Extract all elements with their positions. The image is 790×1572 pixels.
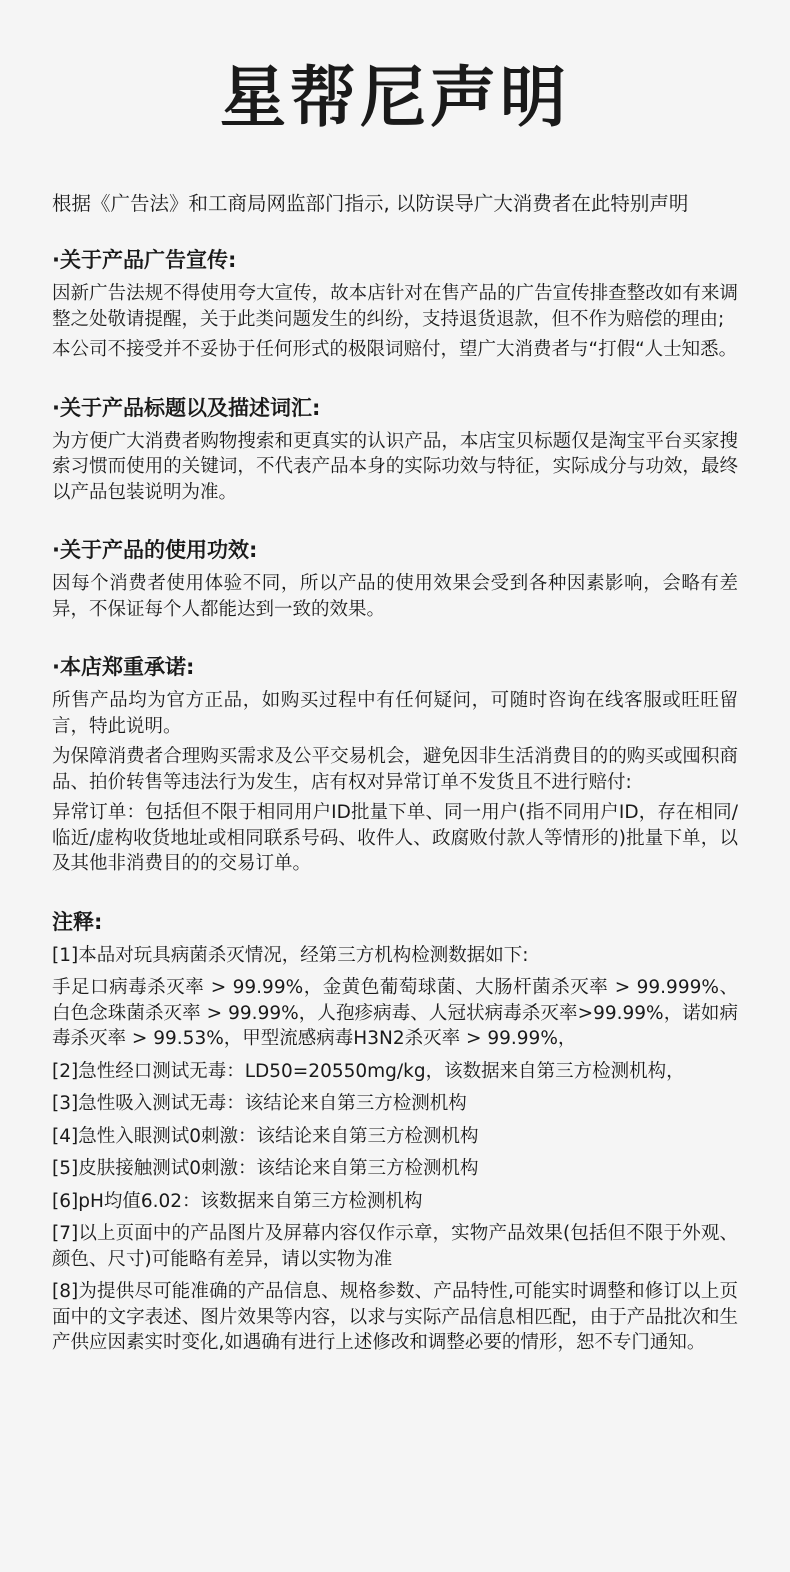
intro-statement: 根据《广告法》和工商局网监部门指示, 以防误导广大消费者在此特别声明 [52,192,689,215]
note-item: 手足口病毒杀灭率 > 99.99%，金黄色葡萄球菌、大肠杆菌杀灭率 > 99.999%、白色念珠菌杀灭率 > 99.99%，人孢疹病毒、人冠状病毒杀灭率>99.99%，诺如病毒杀灭率 > 99.53%，甲型流感病毒H3N2杀灭率 > 99.99%， [52,977,738,1049]
note-item: [2]急性经口测试无毒：LD50=20550mg/kg，该数据来自第三方检测机构， [52,1060,685,1082]
section-paragraph: 所售产品均为官方正品，如购买过程中有任何疑问，可随时咨询在线客服或旺旺留言，特此说明。 [52,690,738,737]
section-commitment [52,652,738,877]
section-paragraph: 为保障消费者合理购买需求及公平交易机会，避免因非生活消费目的的购买或囤积商品、拍价转售等违法行为发生，店有权对异常订单不发货且不进行赔付: [52,746,738,793]
section-notes [52,907,738,1356]
note-item: [7]以上页面中的产品图片及屏幕内容仅作示章，实物产品效果(包括但不限于外观、颜色、尺寸)可能略有差异，请以实物为准 [52,1223,738,1270]
note-item: [5]皮肤接触测试0刺激：该结论来自第三方检测机构 [52,1158,479,1179]
notes-heading: 注释: [52,909,103,934]
section-heading: ·关于产品标题以及描述词汇: [52,395,321,420]
section-heading: ·关于产品广告宣传: [52,248,237,272]
note-item: [1]本品对玩具病菌杀灭情况，经第三方机构检测数据如下: [52,944,529,966]
section-paragraph: 本公司不接受并不妥协于任何形式的极限词赔付，望广大消费者与“打假“人士知悉。 [52,339,738,360]
page-title: 星帮尼声明 [220,59,570,136]
section-paragraph: 为方便广大消费者购物搜索和更真实的认识产品，本店宝贝标题仅是淘宝平台买家搜索习惯而使用的关键词，不代表产品本身的实际功效与特征，实际成分与功效，最终以产品包装说明为准。 [52,430,738,503]
note-item: [8]为提供尽可能准确的产品信息、规格参数、产品特性,可能实时调整和修订以上页面中的文字表述、图片效果等内容，以求与实际产品信息相匹配，由于产品批次和生产供应因素实时变化,如遇确有进行上述修改和调整必要的情形，恕不专门通知。 [52,1281,738,1353]
section-paragraph: 因新广告法规不得使用夸大宣传，故本店针对在售产品的广告宣传排查整改如有来调整之处敬请提醒，关于此类问题发生的纠纷，支持退货退款，但不作为赔偿的理由; [52,283,738,330]
section-paragraph: 异常订单：包括但不限于相同用户ID批量下单、同一用户(指不同用户ID，存在相同/临近/虚构收货地址或相同联系号码、收件人、政腐败付款人等情形的)批量下单，以及其他非消费目的的交易订单。 [52,802,738,874]
section-paragraph: 因每个消费者使用体验不同，所以产品的使用效果会受到各种因素影响，会略有差异，不保证每个人都能达到一致的效果。 [52,573,738,620]
note-item: [3]急性吸入测试无毒：该结论来自第三方检测机构 [52,1093,467,1114]
section-title-description [52,393,738,506]
section-heading: ·本店郑重承诺: [52,655,195,679]
note-item: [4]急性入眼测试0刺激：该结论来自第三方检测机构 [52,1125,479,1147]
section-advertising [52,245,738,363]
note-item: [6]pH均值6.02：该数据来自第三方检测机构 [52,1190,423,1212]
section-heading: ·关于产品的使用功效: [52,538,258,562]
section-efficacy [52,535,738,622]
